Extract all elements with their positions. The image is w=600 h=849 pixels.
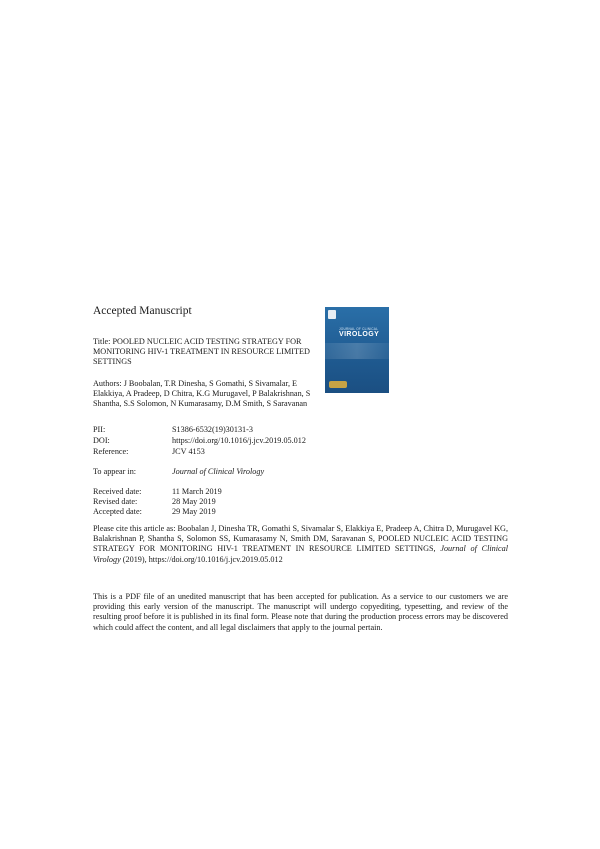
- journal-cover-image: [325, 307, 389, 393]
- page-heading: Accepted Manuscript: [93, 305, 192, 317]
- citation-text: Please cite this article as: Boobalan J, Dinesha TR, Gomathi S, Sivamalar S, Elakkiya E, Pradeep A, Chitra D, Murugavel KG, Balakrishnan P, Shantha S, Solomon SS, Kumarasamy N, Smith DM, Saravanan S, POOLED NUCLEIC ACID TESTING STRATEGY FOR MONITORING HIV-1 TREATMENT IN RESOURCE LIMITED SETTINGS,: [93, 524, 508, 554]
- citation-text-end: (2019), https://doi.org/10.1016/j.jcv.2019.05.012: [120, 554, 283, 564]
- accepted-value: 29 May 2019: [172, 507, 216, 516]
- revised-label: Revised date:: [93, 497, 138, 506]
- citation-journal: Journal of Clinical Virology: [93, 544, 508, 564]
- article-title: Title: POOLED NUCLEIC ACID TESTING STRATEGY FOR MONITORING HIV-1 TREATMENT IN RESOURCE LIMITED SETTINGS: [93, 337, 310, 367]
- cover-emblem-icon: [329, 381, 347, 388]
- received-value: 11 March 2019: [172, 487, 222, 496]
- received-label: Received date:: [93, 487, 142, 496]
- accepted-label: Accepted date:: [93, 507, 142, 516]
- publisher-logo-icon: [328, 310, 336, 319]
- reference-value: JCV 4153: [172, 447, 205, 456]
- revised-value: 28 May 2019: [172, 497, 216, 506]
- cover-journal-name: VIROLOGY: [339, 331, 380, 338]
- pii-value: S1386-6532(19)30131-3: [172, 425, 253, 434]
- disclaimer-paragraph: This is a PDF file of an unedited manuscript that has been accepted for publication. As a service to our customers we are providing this early version of the manuscript. The manuscript will undergo copyediting, typesetting, and review of the resulting proof before it is published in its final form. Please note that during the production process errors may be discovered which could affect the content, and all legal disclaimers that apply to the journal pertain.: [93, 592, 508, 632]
- appear-value: Journal of Clinical Virology: [172, 467, 265, 476]
- pii-label: PII:: [93, 425, 106, 434]
- cover-decoration: [325, 343, 389, 359]
- appear-label: To appear in:: [93, 467, 137, 476]
- article-authors: Authors: J Boobalan, T.R Dinesha, S Gomathi, S Sivamalar, E Elakkiya, A Pradeep, D Chitra, K.G Murugavel, P Balakrishnan, S Shantha, S.S Solomon, N Kumarasamy, D.M Smith, S Saravanan: [93, 379, 311, 409]
- cover-journal-prefix: JOURNAL OF CLINICAL: [339, 327, 379, 331]
- reference-label: Reference:: [93, 447, 129, 456]
- citation-paragraph: [93, 524, 508, 565]
- doi-link[interactable]: https://doi.org/10.1016/j.jcv.2019.05.012: [172, 436, 306, 445]
- doi-label: DOI:: [93, 436, 110, 445]
